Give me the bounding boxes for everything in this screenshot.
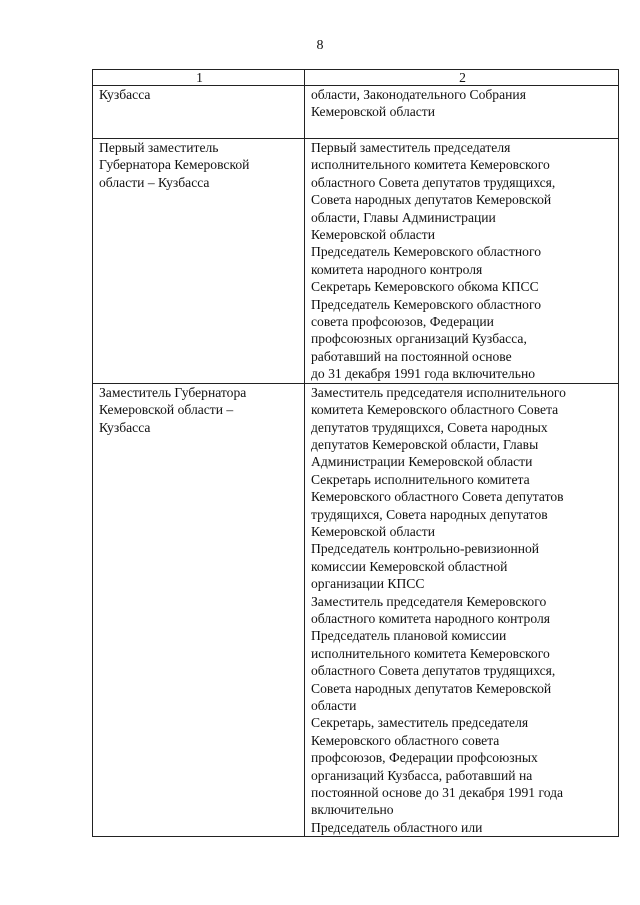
cell-line: депутатов трудящихся, Совета народных: [311, 419, 548, 435]
cell-line: профсоюзов, Федерации профсоюзных: [311, 750, 538, 766]
cell-line: исполнительного комитета Кемеровского: [311, 645, 550, 661]
cell-line: Кемеровской области: [311, 227, 436, 243]
position-cell: [93, 86, 305, 139]
cell-line: Совета народных депутатов Кемеровской: [311, 680, 552, 696]
cell-line: Кузбасса: [99, 87, 151, 102]
cell-line: областного Совета депутатов трудящихся,: [311, 174, 556, 190]
cell-line: областного Совета депутатов трудящихся,: [311, 663, 556, 679]
column-header-1: 1: [93, 70, 305, 86]
cell-line: Секретарь, заместитель председателя: [311, 715, 529, 731]
cell-line: Администрации Кемеровской области: [311, 454, 533, 470]
cell-line: комитета народного контроля: [311, 261, 483, 277]
cell-line: Кемеровского областного Совета депутатов: [311, 489, 564, 505]
cell-line: исполнительного комитета Кемеровского: [311, 157, 550, 173]
cell-line: Заместитель председателя исполнительного: [311, 384, 566, 400]
cell-line: областного комитета народного контроля: [311, 610, 550, 626]
cell-line: области, Главы Администрации: [311, 209, 496, 225]
equivalent-positions-cell: [305, 383, 619, 837]
cell-line: Совета народных депутатов Кемеровской: [311, 192, 552, 208]
cell-line: области: [311, 698, 357, 713]
cell-line: совета профсоюзов, Федерации: [311, 314, 494, 330]
cell-line: Губернатора Кемеровской: [99, 157, 250, 173]
positions-table: [92, 69, 619, 837]
column-header-2: 2: [305, 70, 619, 86]
position-cell: [93, 383, 305, 837]
table-row: [93, 86, 619, 139]
cell-line: комиссии Кемеровской областной: [311, 558, 508, 574]
cell-line: организаций Кузбасса, работавший на: [311, 767, 533, 783]
cell-line: Председатель плановой комиссии: [311, 628, 507, 644]
cell-line: Кемеровской области: [311, 104, 436, 120]
cell-line: Кемеровского областного совета: [311, 732, 500, 748]
equivalent-positions-cell: [305, 86, 619, 139]
position-cell: [93, 139, 305, 384]
table-row: [93, 139, 619, 384]
cell-line: Председатель областного или: [311, 819, 483, 835]
cell-line: депутатов Кемеровской области, Главы: [311, 436, 539, 452]
equivalent-positions-cell: [305, 139, 619, 384]
cell-line: Заместитель Губернатора: [99, 384, 247, 400]
cell-line: Кемеровской области: [311, 523, 436, 539]
cell-line: до 31 декабря 1991 года включительно: [311, 366, 536, 382]
cell-line: организации КПСС: [311, 576, 425, 592]
cell-line: Секретарь исполнительного комитета: [311, 471, 530, 487]
cell-line: Заместитель председателя Кемеровского: [311, 593, 547, 609]
cell-line: Кузбасса: [99, 419, 151, 435]
cell-line: Первый заместитель: [99, 140, 219, 155]
cell-line: Первый заместитель председателя: [311, 140, 511, 155]
cell-line: комитета Кемеровского областного Совета: [311, 402, 559, 418]
cell-line: области, Законодательного Собрания: [311, 87, 526, 102]
cell-line: области – Кузбасса: [99, 174, 210, 190]
table-row: [93, 383, 619, 837]
cell-line: Председатель контрольно-ревизионной: [311, 541, 540, 557]
table-header-row: [93, 70, 619, 86]
cell-line: Секретарь Кемеровского обкома КПСС: [311, 279, 539, 295]
cell-line: Председатель Кемеровского областного: [311, 296, 541, 312]
cell-line: работавший на постоянной основе: [311, 348, 512, 364]
cell-line: Председатель Кемеровского областного: [311, 244, 541, 260]
page-number: 8: [316, 38, 324, 53]
cell-line: трудящихся, Совета народных депутатов: [311, 506, 548, 522]
cell-line: включительно: [311, 802, 394, 818]
cell-line: Кемеровской области –: [99, 402, 234, 418]
cell-line: постоянной основе до 31 декабря 1991 года: [311, 785, 564, 801]
cell-line: профсоюзных организаций Кузбасса,: [311, 331, 527, 347]
